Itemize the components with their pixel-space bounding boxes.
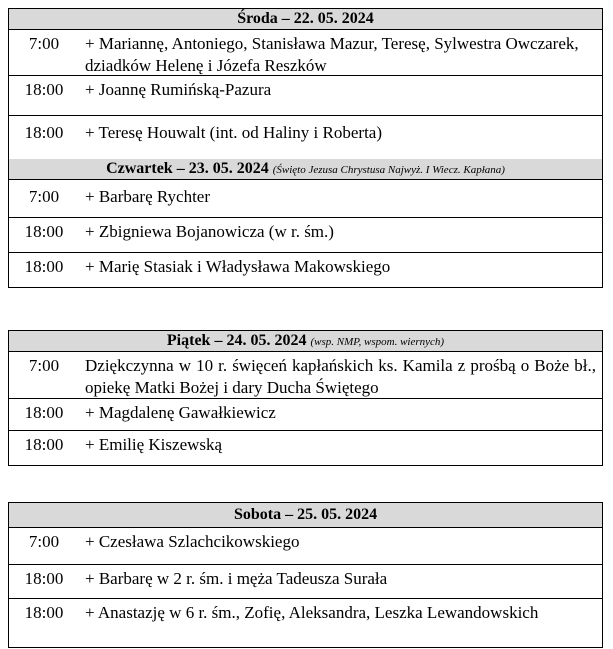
- mass-row: [9, 599, 602, 647]
- mass-intention: + Joannę Rumińską-Pazura: [85, 80, 272, 99]
- mass-time: 18:00: [24, 603, 64, 622]
- mass-row: [9, 180, 602, 218]
- mass-intention: + Barbarę w 2 r. śm. i męża Tadeusza Surała: [85, 569, 388, 588]
- mass-intention: + Zbigniewa Bojanowicza (w r. śm.): [85, 222, 334, 241]
- mass-time: 7:00: [28, 187, 60, 206]
- day-block-friday: [8, 330, 603, 466]
- mass-time: 18:00: [24, 435, 64, 454]
- mass-time: 18:00: [24, 403, 64, 422]
- day-title: Sobota – 25. 05. 2024: [233, 506, 378, 523]
- mass-time: 18:00: [24, 123, 64, 142]
- mass-row: [9, 30, 602, 76]
- mass-row: [9, 352, 602, 399]
- day-block-wednesday: [8, 8, 603, 160]
- mass-row: [9, 76, 602, 116]
- day-title: Piątek – 24. 05. 2024: [166, 332, 307, 349]
- day-title: Czwartek – 23. 05. 2024: [106, 160, 269, 177]
- mass-row: [9, 565, 602, 599]
- day-block-saturday: [8, 502, 603, 648]
- mass-row: [9, 528, 602, 565]
- day-header: [9, 9, 602, 30]
- mass-intention: + Czesława Szlachcikowskiego: [85, 532, 300, 551]
- mass-time: 18:00: [24, 222, 64, 241]
- mass-time: 18:00: [24, 257, 64, 276]
- day-header: [9, 331, 602, 352]
- mass-row: [9, 399, 602, 431]
- mass-intention: + Anastazję w 6 r. śm., Zofię, Aleksandra, Leszka Lewandowskich: [85, 603, 539, 622]
- day-note: (wsp. NMP, wspom. wiernych): [310, 336, 445, 348]
- mass-intention: + Emilię Kiszewską: [85, 435, 223, 454]
- mass-time: 7:00: [28, 34, 60, 53]
- day-header: [9, 503, 602, 528]
- mass-time: 18:00: [24, 80, 64, 99]
- day-note: (Święto Jezusa Chrystusa Najwyż. I Wiecz. Kapłana): [272, 164, 505, 176]
- day-block-thursday: [8, 159, 603, 288]
- day-header: [9, 159, 602, 180]
- mass-time: 7:00: [28, 532, 60, 551]
- mass-intention: + Mariannę, Antoniego, Stanisława Mazur, Teresę, Sylwestra Owczarek, dziadków Helenę i Józefa Reszków: [85, 34, 579, 75]
- mass-intention: + Teresę Houwalt (int. od Haliny i Roberta): [85, 123, 383, 142]
- mass-row: [9, 253, 602, 287]
- mass-intention: + Magdalenę Gawałkiewicz: [85, 403, 276, 422]
- day-title: Środa – 22. 05. 2024: [237, 10, 374, 27]
- mass-intention: + Barbarę Rychter: [85, 187, 211, 206]
- mass-intention: + Marię Stasiak i Władysława Makowskiego: [85, 257, 391, 276]
- mass-row: [9, 218, 602, 253]
- mass-row: [9, 116, 602, 159]
- mass-row: [9, 431, 602, 465]
- mass-time: 18:00: [24, 569, 64, 588]
- mass-intention: Dziękczynna w 10 r. święceń kapłańskich ks. Kamila z prośbą o Boże bł., opiekę Matki Bożej i dary Ducha Świętego: [85, 356, 596, 397]
- mass-time: 7:00: [28, 356, 60, 375]
